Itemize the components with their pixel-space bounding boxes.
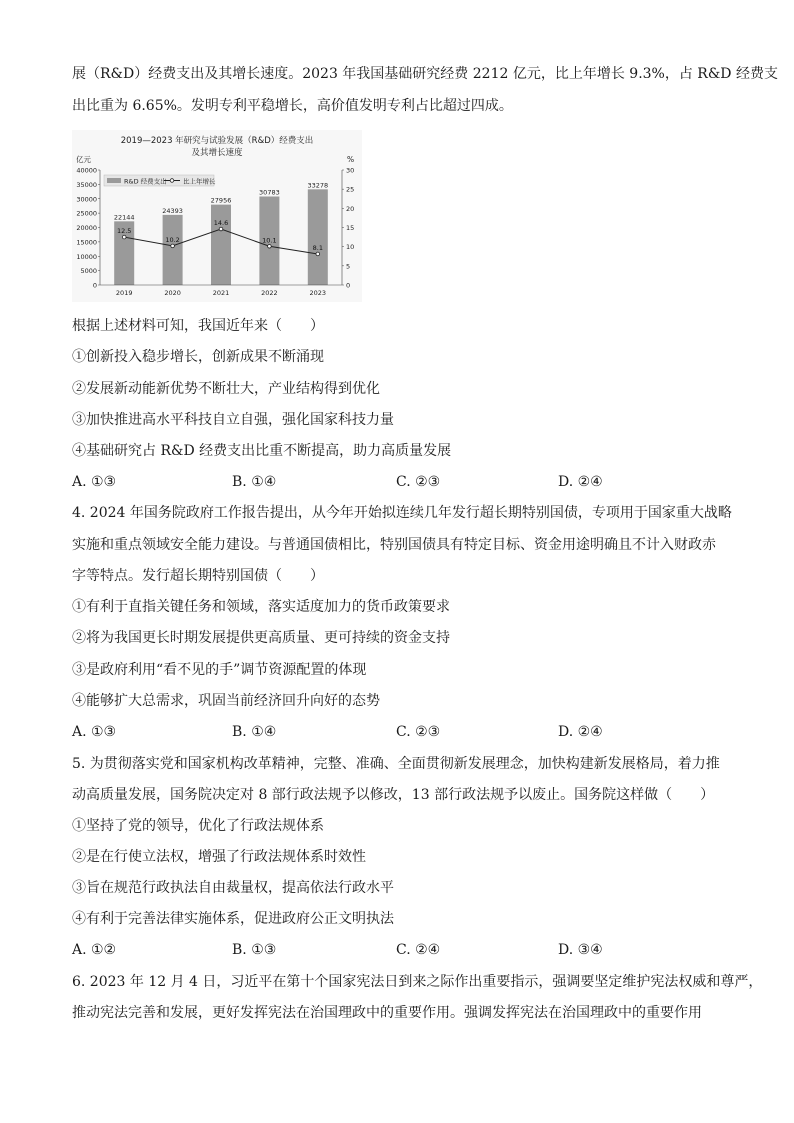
legend-line-marker (170, 179, 174, 183)
right-tick-label: 5 (346, 262, 351, 271)
left-tick-label: 30000 (76, 195, 97, 204)
q5-option-d[interactable]: D. ③④ (558, 942, 603, 958)
q4-stem-line: 实施和重点领域安全能力建设。与普通国债相比，特别国债具有特定目标、资金用途明确且不计入财政赤 (72, 537, 716, 553)
x-tick-label: 2022 (261, 289, 278, 297)
left-tick-label: 15000 (76, 238, 97, 247)
growth-point (171, 244, 175, 248)
left-axis-unit: 亿元 (76, 155, 91, 164)
rd-expenditure-chart (72, 130, 362, 302)
q3-option-c[interactable]: C. ②③ (396, 474, 441, 490)
left-tick-label: 0 (92, 281, 97, 290)
q6-stem-line: 6. 2023 年 12 月 4 日，习近平在第十个国家宪法日到来之际作出重要指示，强调要坚定维护宪法权威和尊严， (72, 974, 763, 990)
growth-point (122, 235, 126, 239)
growth-value-label: 10.2 (165, 235, 180, 244)
q5-option-a[interactable]: A. ①② (72, 942, 117, 958)
q5-item-3: ③旨在规范行政执法自由裁量权，提高依法行政水平 (72, 880, 394, 896)
bar-value-label: 30783 (259, 188, 280, 197)
q4-option-a[interactable]: A. ①③ (72, 724, 117, 740)
left-tick-label: 40000 (76, 166, 97, 175)
q5-item-4: ④有利于完善法律实施体系，促进政府公正文明执法 (72, 911, 394, 927)
x-tick-label: 2023 (309, 289, 327, 297)
q3-option-a[interactable]: A. ①③ (72, 474, 117, 490)
q4-item-4: ④能够扩大总需求，巩固当前经济回升向好的态势 (72, 693, 380, 709)
q4-item-2: ②将为我国更长时期发展提供更高质量、更可持续的资金支持 (72, 630, 450, 646)
left-tick-label: 20000 (76, 224, 97, 232)
legend-line-label: 比上年增长 (183, 177, 216, 186)
q3-item-3: ③加快推进高水平科技自立自强，强化国家科技力量 (72, 412, 394, 428)
q5-option-c[interactable]: C. ②④ (396, 942, 441, 958)
bar (308, 189, 328, 285)
left-tick-label: 10000 (76, 252, 97, 261)
q4-option-b[interactable]: B. ①④ (232, 724, 277, 740)
legend-bar-label: R&D 经费支出 (124, 177, 167, 186)
q5-stem-line: 5. 为贯彻落实党和国家机构改革精神，完整、准确、全面贯彻新发展理念，加快构建新发展格局，着力推 (72, 756, 720, 772)
growth-value-label: 8.1 (312, 243, 323, 252)
q4-option-c[interactable]: C. ②③ (396, 724, 441, 740)
growth-value-label: 12.5 (116, 227, 132, 236)
paragraph-line: 展（R&D）经费支出及其增长速度。2023 年我国基础研究经费 2212 亿元，比上年增长 9.3%，占 R&D 经费支 (72, 66, 778, 82)
chart-svg (72, 130, 362, 302)
q3-option-b[interactable]: B. ①④ (232, 474, 277, 490)
q5-item-2: ②是在行使立法权，增强了行政法规体系时效性 (72, 849, 366, 865)
q6-stem-line: 推动宪法完善和发展，更好发挥宪法在治国理政中的重要作用。强调发挥宪法在治国理政中的重要作用 (72, 1005, 702, 1021)
q3-item-1: ①创新投入稳步增长，创新成果不断涌现 (72, 349, 324, 365)
q4-stem-line: 字等特点。发行超长期特别国债（ ） (72, 568, 324, 584)
bar (163, 215, 183, 285)
right-tick-label: 15 (346, 224, 355, 232)
bar-value-label: 33278 (307, 181, 329, 190)
growth-point (316, 252, 320, 256)
q3-option-d[interactable]: D. ②④ (558, 474, 603, 490)
x-tick-label: 2020 (164, 289, 181, 297)
bar-value-label: 27956 (210, 196, 232, 205)
q4-item-1: ①有利于直指关键任务和领域，落实适度加力的货币政策要求 (72, 599, 450, 615)
chart-subtitle: 及其增长速度 (191, 148, 243, 158)
q3-item-4: ④基础研究占 R&D 经费支出比重不断提高，助力高质量发展 (72, 443, 452, 459)
right-tick-label: 30 (346, 166, 355, 175)
right-axis-unit: % (347, 155, 355, 164)
right-tick-label: 10 (346, 243, 355, 252)
bar-value-label: 24393 (162, 206, 183, 215)
growth-value-label: 10.1 (262, 236, 277, 245)
paragraph-line: 出比重为 6.65%。发明专利平稳增长，高价值发明专利占比超过四成。 (72, 98, 513, 114)
legend-bar-swatch (107, 178, 121, 183)
q4-item-3: ③是政府利用“看不见的手”调节资源配置的体现 (72, 662, 367, 678)
bar-value-label: 22144 (113, 213, 135, 222)
right-tick-label: 20 (346, 204, 355, 213)
growth-value-label: 14.6 (213, 219, 229, 228)
left-tick-label: 5000 (80, 267, 97, 276)
q5-option-b[interactable]: B. ①③ (232, 942, 277, 958)
bar (211, 205, 231, 285)
left-tick-label: 25000 (76, 209, 97, 218)
right-tick-label: 25 (346, 185, 355, 194)
chart-title: 2019—2023 年研究与试验发展（R&D）经费支出 (120, 136, 314, 146)
right-tick-label: 0 (346, 281, 351, 290)
q4-stem-line: 4. 2024 年国务院政府工作报告提出，从今年开始拟连续几年发行超长期特别国债，专项用于国家重大战略 (72, 505, 732, 521)
x-tick-label: 2021 (212, 289, 230, 297)
x-tick-label: 2019 (115, 289, 133, 297)
left-tick-label: 35000 (76, 180, 97, 189)
growth-point (219, 227, 223, 231)
q5-stem-line: 动高质量发展，国务院决定对 8 部行政法规予以修改，13 部行政法规予以废止。国务院这样做（ ） (72, 787, 715, 803)
q3-stem: 根据上述材料可知，我国近年来（ ） (72, 318, 324, 334)
q3-item-2: ②发展新动能新优势不断壮大，产业结构得到优化 (72, 381, 380, 397)
q5-item-1: ①坚持了党的领导，优化了行政法规体系 (72, 818, 324, 834)
growth-point (268, 244, 272, 248)
q4-option-d[interactable]: D. ②④ (558, 724, 603, 740)
